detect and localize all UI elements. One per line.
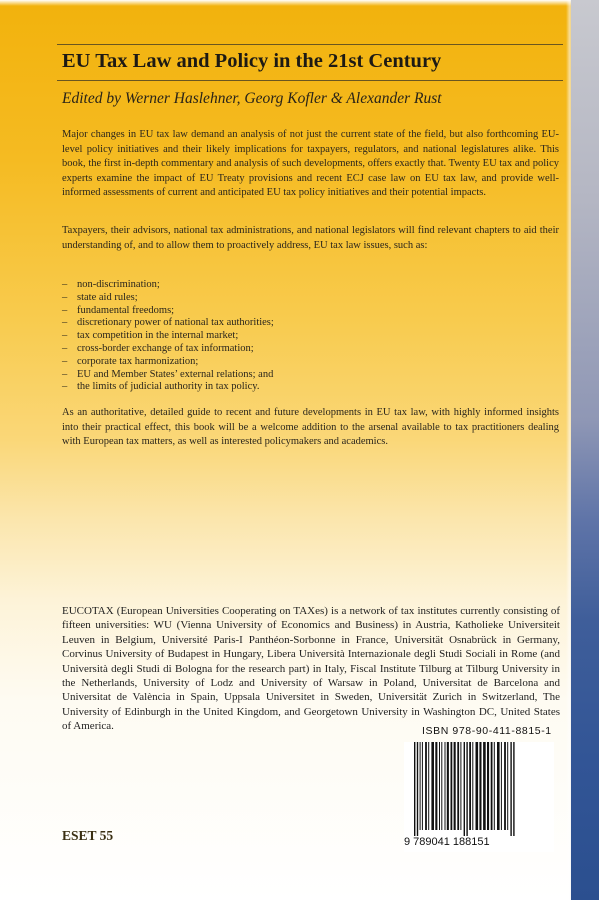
dash-bullet: –	[62, 342, 68, 354]
list-item: – discretionary power of national tax authorities;	[62, 317, 274, 329]
eucotax-note: EUCOTAX (European Universities Cooperating on TAXes) is a network of tax institutes currently consisting of fifteen universities: WU (Vienna University of Economics and Business) in Austria, Katholieke Universiteit Leuven in Belgium, Université Paris-I Panthéon-Sorbonne in France, Universität Osnabrück in Germany, Corvinus University of Budapest in Hungary, Libera Università Internazionale degli Studi Sociali in Rome (and Università degli Studi di Bologna for the research part) in Italy, Fiscal Institute Tilburg at Tilburg University in the Netherlands, University of Lodz and University of Warsaw in Poland, Universitat de Barcelona and Universitat de València in Spain, Uppsala Universitet in Sweden, Universität Zurich in Switzerland, The University of Edinburgh in the United Kingdom, and Georgetown University in Washington DC, United States of America.	[62, 605, 560, 733]
barcode-digits: 9 789041 188151	[404, 836, 490, 848]
list-item: – non-discrimination;	[62, 279, 160, 290]
list-item: – tax competition in the internal market;	[62, 330, 239, 342]
series-label: ESET 55	[62, 828, 114, 843]
dash-bullet: –	[62, 304, 68, 316]
list-item: – EU and Member States’ external relations; and	[62, 368, 274, 380]
list-item: – the limits of judicial authority in tax policy.	[62, 381, 260, 393]
description-paragraph-2: Taxpayers, their advisors, national tax administrations, and national legislators will find relevant chapters to aid their understanding of, and to allow them to proactively address, EU tax law issues, such as:	[62, 225, 559, 251]
tax-issues-list	[62, 279, 522, 394]
title-bottom-rule	[57, 80, 563, 81]
book-editors: Edited by Werner Haslehner, Georg Kofler & Alexander Rust	[62, 90, 442, 107]
book-title: EU Tax Law and Policy in the 21st Century	[62, 50, 442, 72]
list-item: – state aid rules;	[62, 291, 138, 303]
cover-edge-highlight	[0, 0, 599, 6]
title-top-rule	[57, 44, 563, 45]
description-paragraph-1: Major changes in EU tax law demand an analysis of not just the current state of the field, but also forthcoming EU-level policy initiatives and their likely implications for taxpayers, regulators, and national legislatures alike. This book, the first in-depth commentary and analysis of such developments, offers exactly that. Twenty EU tax and policy experts examine the impact of EU Treaty provisions and recent ECJ case law on EU tax law, and provide well-informed assessments of current and anticipated EU tax policy initiatives and their potential impacts.	[62, 129, 559, 199]
dash-bullet: –	[62, 279, 68, 290]
dash-bullet: –	[62, 355, 68, 367]
dash-bullet: –	[62, 368, 68, 380]
dash-bullet: –	[62, 330, 68, 342]
list-item: – fundamental freedoms;	[62, 304, 175, 316]
barcode-bars	[412, 742, 546, 836]
book-spine	[571, 0, 599, 900]
dash-bullet: –	[62, 317, 68, 329]
dash-bullet: –	[62, 291, 68, 303]
isbn-label: ISBN 978-90-411-8815-1	[422, 725, 552, 737]
dash-bullet: –	[62, 381, 68, 393]
description-paragraph-3: As an authoritative, detailed guide to recent and future developments in EU tax law, with highly informed insights into their practical effect, this book will be a welcome addition to the arsenal available to tax practitioners dealing with European tax matters, as well as interested policymakers and academics.	[62, 407, 559, 448]
list-item: – corporate tax harmonization;	[62, 355, 199, 367]
list-item: – cross-border exchange of tax information;	[62, 342, 254, 354]
